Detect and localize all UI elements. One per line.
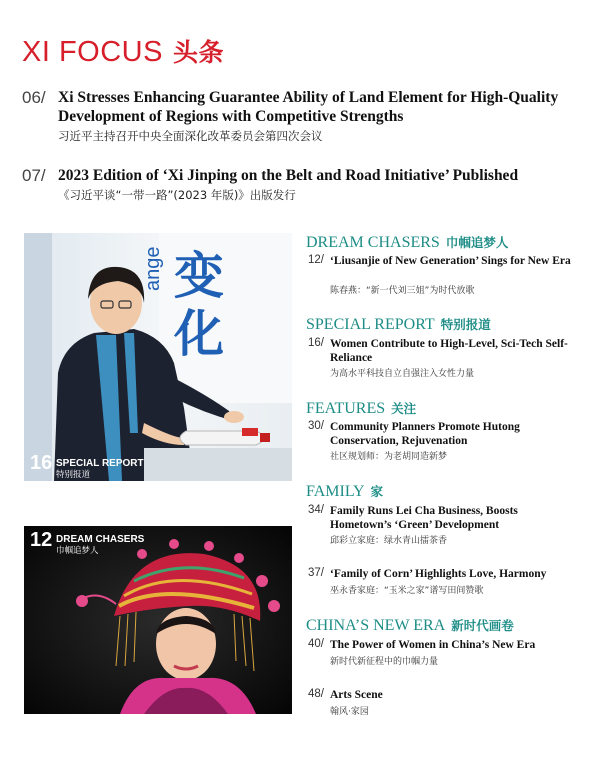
article-subtitle-cn: 邱彩立家庭：绿水青山擂茶香 — [330, 536, 448, 546]
photo-label-en: SPECIAL REPORT — [56, 458, 144, 469]
page-number: 06/ — [22, 88, 46, 107]
page-number: 34/ — [308, 504, 324, 516]
article-title[interactable]: ‘Family of Corn’ Highlights Love, Harmony — [330, 568, 547, 580]
article-title[interactable]: The Power of Women in China’s New Era — [330, 639, 536, 651]
section-heading-dream-chasers — [306, 234, 508, 252]
photo-special-report[interactable] — [24, 233, 292, 481]
toc-entry[interactable] — [308, 567, 588, 595]
section-heading-features — [306, 400, 416, 418]
page-number: 48/ — [308, 688, 324, 700]
section-heading-family — [306, 483, 383, 501]
header-title-cn: 头条 — [172, 38, 224, 67]
section-name-en: DREAM CHASERS — [306, 234, 440, 251]
article-title[interactable]: Arts Scene — [330, 689, 383, 701]
banner-en: ange — [142, 246, 164, 291]
article-subtitle-cn: 为高水平科技自立自强注入女性力量 — [330, 369, 475, 379]
photo-scientist-with-model — [24, 233, 292, 481]
photo-page-number: 16 — [30, 452, 53, 474]
section-name-en: FAMILY — [306, 483, 365, 500]
article-subtitle-cn: 新时代新征程中的巾帼力量 — [330, 657, 439, 667]
article-title[interactable]: Women Contribute to High-Level, Sci-Tech Self-Reliance — [330, 338, 568, 364]
page-number: 37/ — [308, 567, 324, 579]
article-title[interactable]: Community Planners Promote Hutong Conservation, Rejuvenation — [330, 421, 520, 447]
article-subtitle-cn: 巫永香家庭：“玉米之家”谱写田间赞歌 — [330, 586, 484, 596]
article-subtitle-cn: 《习近平谈“一带一路”(2023 年版)》出版发行 — [58, 188, 296, 202]
photo-label-cn: 巾帼追梦人 — [56, 546, 99, 556]
top-item[interactable] — [22, 88, 582, 148]
section-name-en: FEATURES — [306, 400, 386, 417]
section-name-en: CHINA’S NEW ERA — [306, 617, 446, 634]
article-title[interactable]: Family Runs Lei Cha Business, Boosts Hometown’s ‘Green’ Development — [330, 505, 518, 531]
page-number: 12/ — [308, 254, 324, 266]
section-name-cn: 新时代画卷 — [451, 618, 514, 633]
photo-page-number: 12 — [30, 529, 53, 551]
section-heading-special-report — [306, 316, 491, 334]
top-item[interactable] — [22, 166, 582, 206]
header-title-en: XI FOCUS — [22, 36, 163, 68]
toc-entry[interactable] — [308, 254, 588, 296]
article-subtitle-cn: 习近平主持召开中央全面深化改革委员会第四次会议 — [58, 129, 323, 143]
section-name-cn: 关注 — [391, 401, 417, 416]
section-name-cn: 家 — [370, 484, 384, 499]
toc-entry[interactable] — [308, 504, 588, 546]
toc-entry[interactable] — [308, 688, 588, 716]
section-name-cn: 特别报道 — [440, 317, 491, 332]
section-heading-chinas-new-era — [306, 617, 514, 635]
page-number: 40/ — [308, 638, 324, 650]
toc-entry[interactable] — [308, 337, 588, 379]
toc-entry[interactable] — [308, 638, 588, 666]
photo-dream-chasers[interactable] — [24, 526, 292, 714]
page-number: 16/ — [308, 337, 324, 349]
article-subtitle-cn: 陈春燕：“新一代刘三姐”为时代放歌 — [330, 286, 475, 296]
article-title[interactable]: Xi Stresses Enhancing Guarantee Ability of Land Element for High-Quality Development of Regions with Competitive Strengths — [58, 89, 559, 125]
photo-label-cn: 特别报道 — [56, 470, 91, 480]
photo-singer-in-headdress — [24, 526, 292, 714]
toc-entry[interactable] — [308, 420, 588, 462]
article-title[interactable]: 2023 Edition of ‘Xi Jinping on the Belt and Road Initiative’ Published — [58, 167, 519, 184]
photo-label-en: DREAM CHASERS — [56, 534, 145, 545]
page-number: 30/ — [308, 420, 324, 432]
article-subtitle-cn: 社区规划师：为老胡同造新梦 — [330, 452, 448, 462]
banner-char-1: 变 — [174, 247, 224, 305]
article-subtitle-cn: 翰风·家园 — [330, 707, 369, 717]
banner-char-2: 化 — [174, 305, 224, 363]
section-name-cn: 巾帼追梦人 — [445, 235, 509, 250]
article-title[interactable]: ‘Liusanjie of New Generation’ Sings for New Era — [330, 255, 571, 267]
page-number: 07/ — [22, 166, 46, 185]
section-header — [22, 36, 224, 69]
section-name-en: SPECIAL REPORT — [306, 316, 435, 333]
